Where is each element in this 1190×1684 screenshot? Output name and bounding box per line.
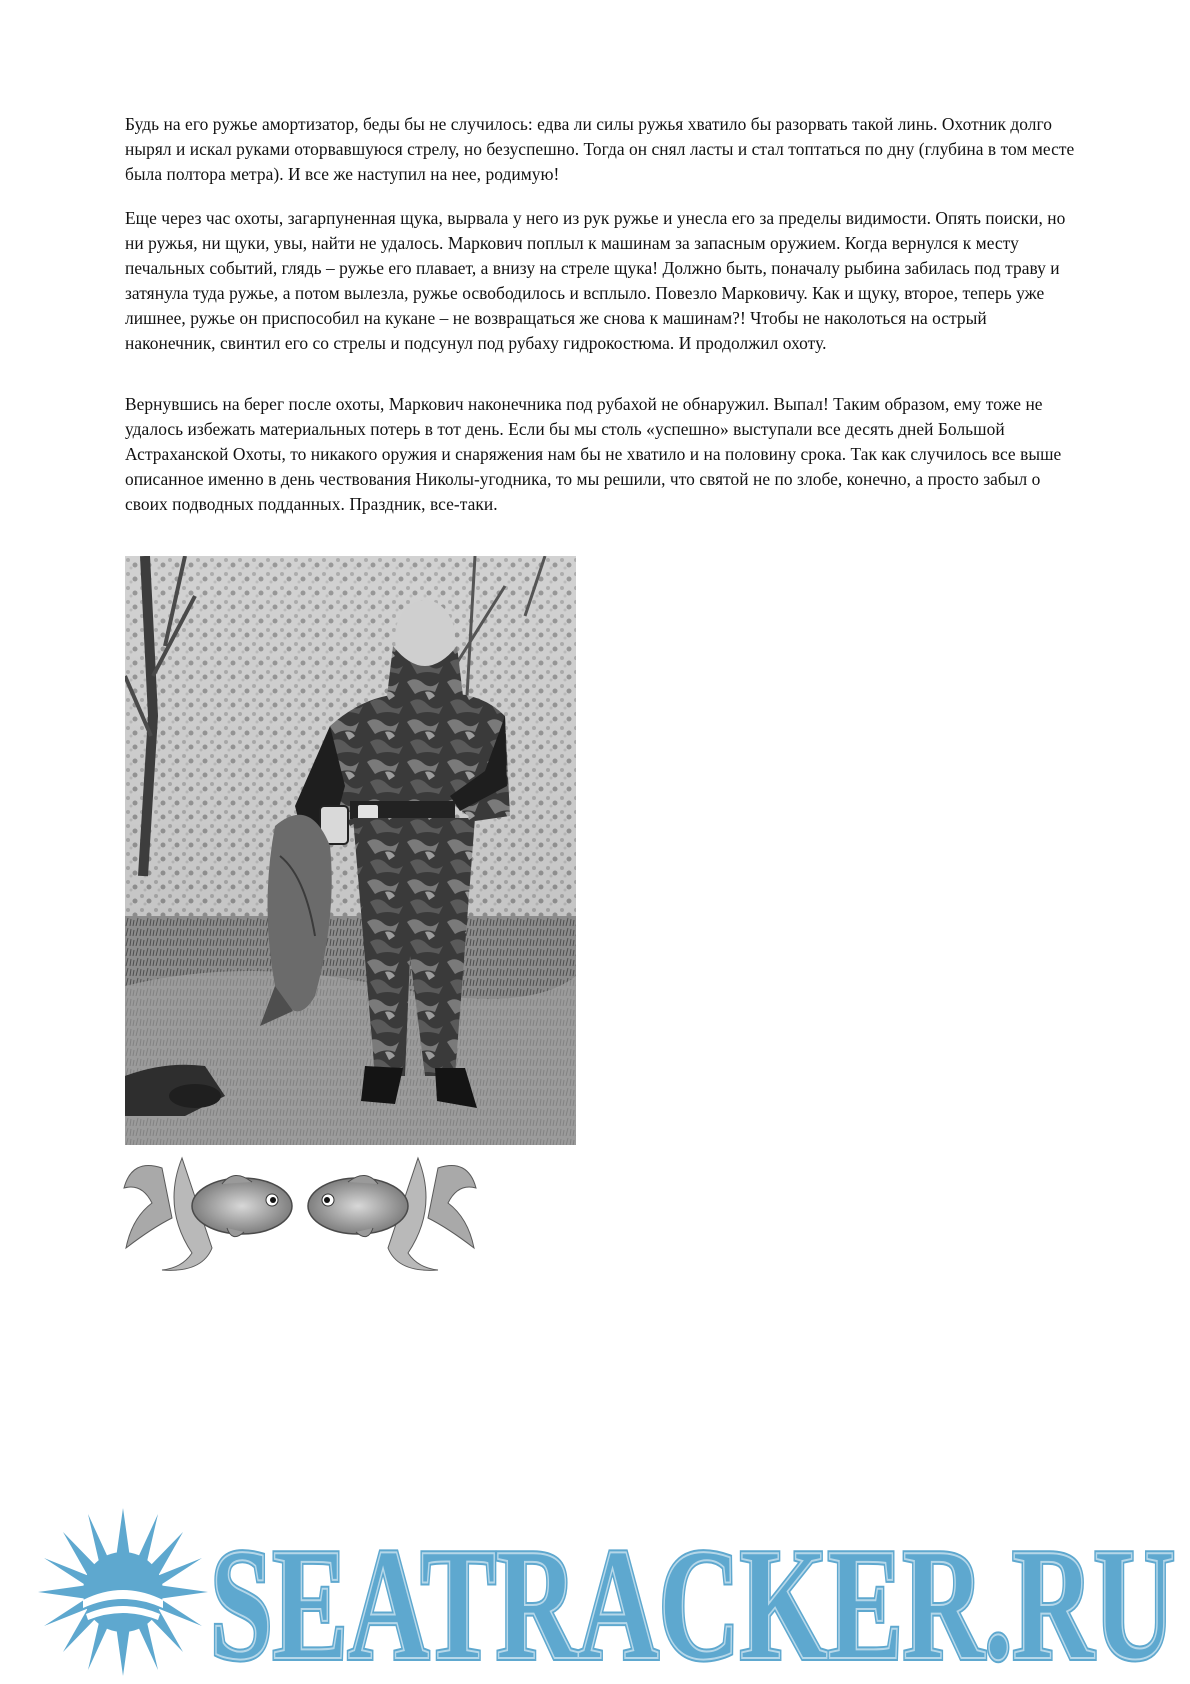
spearfisher-photo — [125, 556, 576, 1145]
sun-icon — [38, 1508, 208, 1676]
paragraph-1 — [125, 112, 1075, 187]
goldfish-icon — [308, 1158, 476, 1270]
paragraph-text: Будь на его ружье амортизатор, беды бы не случилось: едва ли силы ружья хватило бы разорвать такой линь. Охотник долго нырял и искал руками оторвавшуюся стрелу, но безуспешно. Тогда он снял ласты и стал топтаться по дну (глубина в том месте была полтора метра). И все же наступил на нее, родимую! — [125, 114, 1075, 184]
site-logo — [20, 1508, 1180, 1678]
paragraph-2 — [125, 206, 1075, 356]
logo-text: SEATRACKER.RU — [210, 1515, 1175, 1678]
logo-text-inline: SEATRACKER.RU — [210, 1515, 1175, 1678]
goldfish-decoration — [122, 1148, 478, 1272]
logo-wordmark — [210, 1508, 1185, 1678]
paragraph-text: Еще через час охоты, загарпуненная щука, вырвала у него из рук ружье и унесла его за пределы видимости. Опять поиски, но ни ружья, ни щуки, увы, найти не удалось. Маркович поплыл к машинам за запасным оружием. Когда вернулся к месту печальных событий, глядь – ружье его плавает, а внизу на стреле щука! Должно быть, поначалу рыбина забилась под траву и затянула туда ружье, а потом вылезла, ружье освободилось и всплыло. Повезло Марковичу. Как и щуку, второе, теперь уже лишнее, ружье он приспособил на кукане – не возвращаться же снова к машинам?! Чтобы не наколоться на острый наконечник, свинтил его со стрелы и подсунул под рубаху гидрокостюма. И продолжил охоту. — [125, 208, 1066, 353]
paragraph-text: Вернувшись на берег после охоты, Маркович наконечника под рубахой не обнаружил. Выпал! Таким образом, ему тоже не удалось избежать материальных потерь в тот день. Если бы мы столь «успешно» выступали все десять дней Большой Астраханской Охоты, то никакого оружия и снаряжения нам бы не хватило и на половину срока. Так как случилось все выше описанное именно в день чествования Николы-угодника, то мы решили, что святой не по злобе, конечно, а просто забыл о своих подводных подданных. Праздник, все-таки. — [125, 394, 1062, 514]
goldfish-icon — [124, 1158, 292, 1270]
paragraph-3 — [125, 392, 1075, 517]
